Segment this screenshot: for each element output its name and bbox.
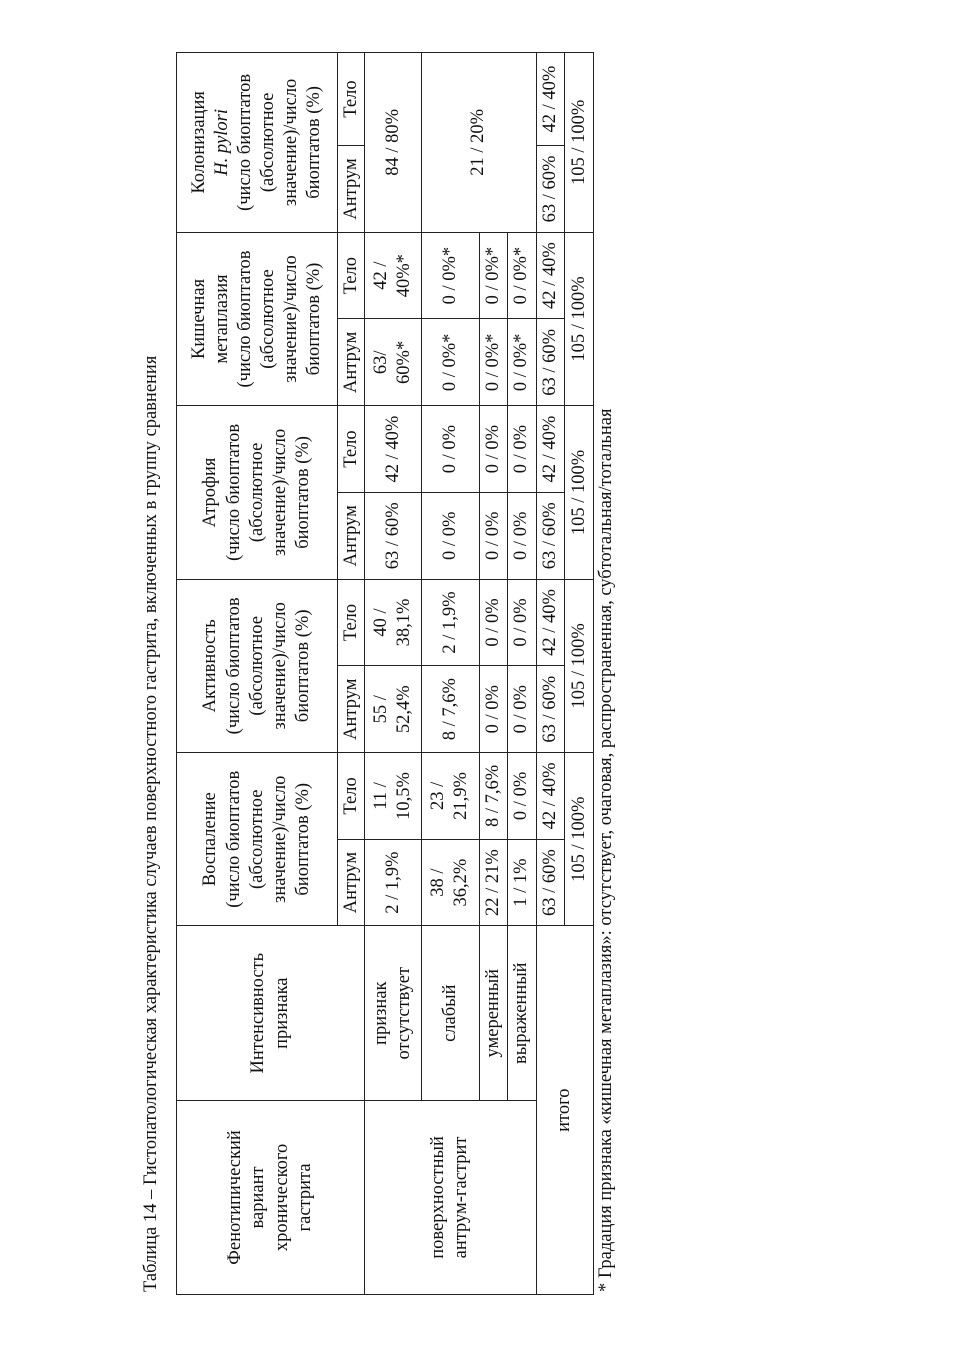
header-intensity: Интенсивность признака — [177, 926, 365, 1100]
cell-absent-activity-antrum: 55 / 52,4% — [365, 666, 422, 753]
row-label-mild: слабый — [422, 926, 479, 1100]
cell-absent-metaplasia-antrum: 63/ 60%* — [365, 319, 422, 406]
cell-severe-atrophy-body: 0 / 0% — [508, 406, 537, 493]
header-atrophy: Атрофия (число биоптатов (абсолютное значение)/число биоптатов (%) — [177, 406, 338, 579]
colonization-title: Колонизация — [188, 91, 209, 194]
cell-severe-metaplasia-antrum: 0 / 0%* — [508, 319, 537, 406]
subheader-body: Тело — [338, 53, 365, 146]
cell-severe-atrophy-antrum: 0 / 0% — [508, 492, 537, 579]
cell-moderate-atrophy-antrum: 0 / 0% — [479, 492, 508, 579]
sum-activity: 105 / 100% — [565, 579, 594, 752]
cell-absent-colonization: 84 / 80% — [365, 53, 422, 233]
cell-absent-atrophy-body: 42 / 40% — [365, 406, 422, 493]
total-activity-antrum: 63 / 60% — [536, 666, 565, 753]
total-inflammation-antrum: 63 / 60% — [536, 839, 565, 926]
cell-mild-metaplasia-antrum: 0 / 0%* — [422, 319, 479, 406]
subheader-antrum: Антрум — [338, 146, 365, 233]
sum-atrophy: 105 / 100% — [565, 406, 594, 579]
total-metaplasia-body: 42 / 40% — [536, 232, 565, 319]
table-caption: Таблица 14 – Гистопатологическая характеристика случаев поверхностного гастрита, включенных в группу сравнения — [141, 355, 161, 1292]
colonization-species: H. pylori — [211, 108, 232, 176]
cell-moderate-metaplasia-body: 0 / 0%* — [479, 232, 508, 319]
header-colonization — [177, 53, 338, 233]
cell-moderate-inflammation-antrum: 22 / 21% — [479, 839, 508, 926]
cell-severe-activity-antrum: 0 / 0% — [508, 666, 537, 753]
cell-absent-atrophy-antrum: 63 / 60% — [365, 492, 422, 579]
subheader-antrum: Антрум — [338, 839, 365, 926]
cell-moderate-metaplasia-antrum: 0 / 0%* — [479, 319, 508, 406]
cell-absent-inflammation-antrum: 2 / 1,9% — [365, 839, 422, 926]
cell-absent-activity-body: 40 / 38,1% — [365, 579, 422, 666]
header-inflammation: Воспаление (число биоптатов (абсолютное значение)/число биоптатов (%) — [177, 753, 338, 926]
subheader-body: Тело — [338, 753, 365, 840]
cell-moderate-atrophy-body: 0 / 0% — [479, 406, 508, 493]
total-colonization-body: 42 / 40% — [536, 53, 565, 146]
histopathology-table — [176, 52, 594, 1295]
cell-mild-metaplasia-body: 0 / 0%* — [422, 232, 479, 319]
cell-moderate-inflammation-body: 8 / 7,6% — [479, 753, 508, 840]
colonization-rest: (число биоптатов (абсолютное значение)/число биоптатов (%) — [235, 73, 325, 211]
total-atrophy-body: 42 / 40% — [536, 406, 565, 493]
group-label: поверхностный антрум-гастрит — [365, 1100, 537, 1294]
header-activity: Активность (число биоптатов (абсолютное значение)/число биоптатов (%) — [177, 579, 338, 752]
total-activity-body: 42 / 40% — [536, 579, 565, 666]
header-phenotype: Фенотипический вариант хронического гастрита — [177, 1100, 365, 1294]
total-atrophy-antrum: 63 / 60% — [536, 492, 565, 579]
cell-moderate-activity-body: 0 / 0% — [479, 579, 508, 666]
row-label-absent: признак отсутствует — [365, 926, 422, 1100]
subheader-body: Тело — [338, 232, 365, 319]
total-inflammation-body: 42 / 40% — [536, 753, 565, 840]
cell-mild-atrophy-body: 0 / 0% — [422, 406, 479, 493]
total-label: итого — [536, 926, 593, 1295]
row-label-severe: выраженный — [508, 926, 537, 1100]
row-label-moderate: умеренный — [479, 926, 508, 1100]
cell-mild-activity-body: 2 / 1,9% — [422, 579, 479, 666]
cell-mild-inflammation-body: 23 / 21,9% — [422, 753, 479, 840]
subheader-antrum: Антрум — [338, 666, 365, 753]
cell-mild-inflammation-antrum: 38 / 36,2% — [422, 839, 479, 926]
cell-mild-atrophy-antrum: 0 / 0% — [422, 492, 479, 579]
cell-mild-colonization: 21 / 20% — [422, 53, 536, 233]
cell-mild-activity-antrum: 8 / 7,6% — [422, 666, 479, 753]
subheader-body: Тело — [338, 579, 365, 666]
cell-absent-metaplasia-body: 42 / 40%* — [365, 232, 422, 319]
cell-severe-inflammation-body: 0 / 0% — [508, 753, 537, 840]
cell-severe-metaplasia-body: 0 / 0%* — [508, 232, 537, 319]
cell-severe-inflammation-antrum: 1 / 1% — [508, 839, 537, 926]
sum-colonization: 105 / 100% — [565, 53, 594, 233]
cell-severe-activity-body: 0 / 0% — [508, 579, 537, 666]
total-colonization-antrum: 63 / 60% — [536, 146, 565, 233]
subheader-antrum: Антрум — [338, 319, 365, 406]
footnote: * Градация признака «кишечная метаплазия»: отсутствует, очаговая, распространенная, субтотальная/тотальная — [596, 408, 616, 1292]
sum-metaplasia: 105 / 100% — [565, 232, 594, 405]
cell-absent-inflammation-body: 11 / 10,5% — [365, 753, 422, 840]
subheader-antrum: Антрум — [338, 492, 365, 579]
header-metaplasia: Кишечная метаплазия (число биоптатов (абсолютное значение)/число биоптатов (%) — [177, 232, 338, 405]
cell-moderate-activity-antrum: 0 / 0% — [479, 666, 508, 753]
total-metaplasia-antrum: 63 / 60% — [536, 319, 565, 406]
sum-inflammation: 105 / 100% — [565, 753, 594, 926]
subheader-body: Тело — [338, 406, 365, 493]
